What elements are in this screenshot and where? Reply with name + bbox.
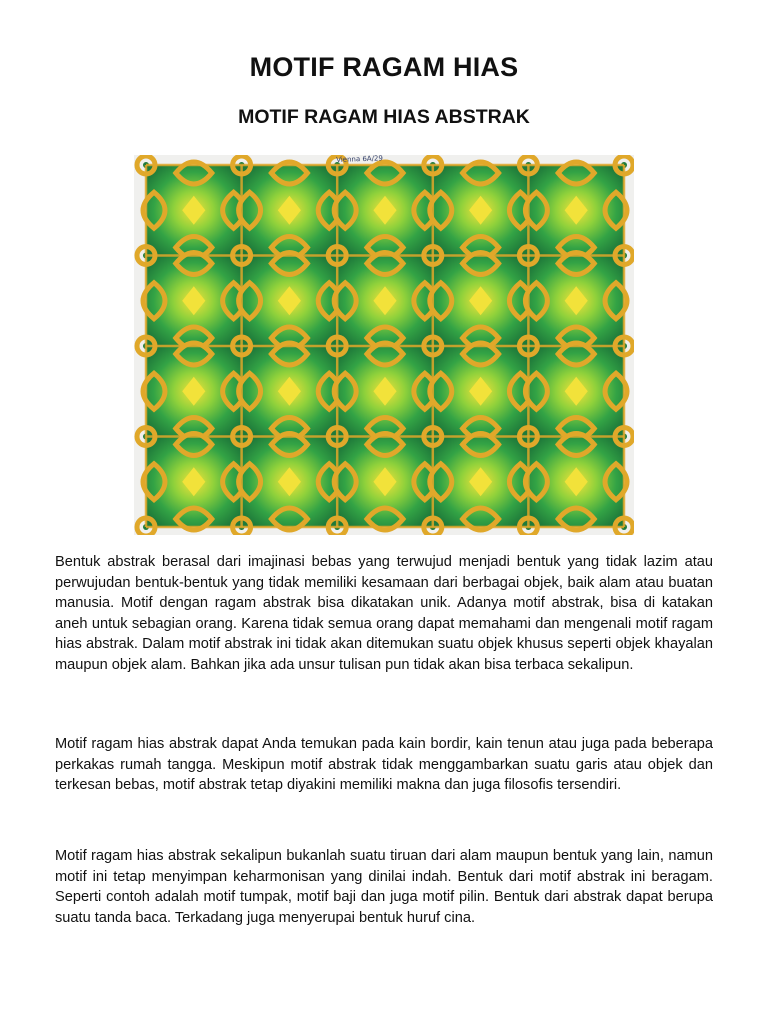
paragraph-1: Bentuk abstrak berasal dari imajinasi bebas yang terwujud menjadi bentuk yang tidak lazim atau perwujudan bentuk-bentuk yang tidak memiliki kesamaan dari berbagai objek, baik alam atau buatan manusia. Motif dengan ragam abstrak bisa dikatakan unik. Adanya motif abstrak, bisa di katakan aneh untuk sebagian orang. Karena tidak semua orang dapat memahami dan mengenali motif ragam hias abstrak. Dalam motif abstrak ini tidak akan ditemukan suatu objek khusus seperti objek khayalan maupun objek alam. Bahkan jika ada unsur tulisan pun tidak akan bisa terbaca sekalipun. [55,554,713,673]
paragraph-3: Motif ragam hias abstrak sekalipun bukanlah suatu tiruan dari alam maupun bentuk yang lain, namun motif ini tetap menyimpan keharmonisan yang dinilai indah. Bentuk dari motif abstrak ini beragam. Seperti contoh adalah motif tumpak, motif baji dan juga motif pilin. Bentuk dari abstrak dapat berupa suatu tanda baca. Terkadang juga menyerupai bentuk huruf cina. [55,848,713,926]
abstract-motif-artwork [134,155,634,535]
motif-pattern-drawing [134,155,634,535]
motif-tiles [137,156,633,535]
paragraph-2: Motif ragam hias abstrak dapat Anda temukan pada kain bordir, kain tenun atau juga pada beberapa perkakas rumah tangga. Meskipun motif abstrak tidak menggambarkan suatu garis atau objek dan terkesan bebas, motif abstrak tetap diyakini memiliki makna dan juga filosofis tersendiri. [55,736,713,794]
page-title: MOTIF RAGAM HIAS [249,52,519,82]
page-subtitle: MOTIF RAGAM HIAS ABSTRAK [238,106,530,128]
artwork-signature: Vienna 6A/29 [336,154,384,164]
